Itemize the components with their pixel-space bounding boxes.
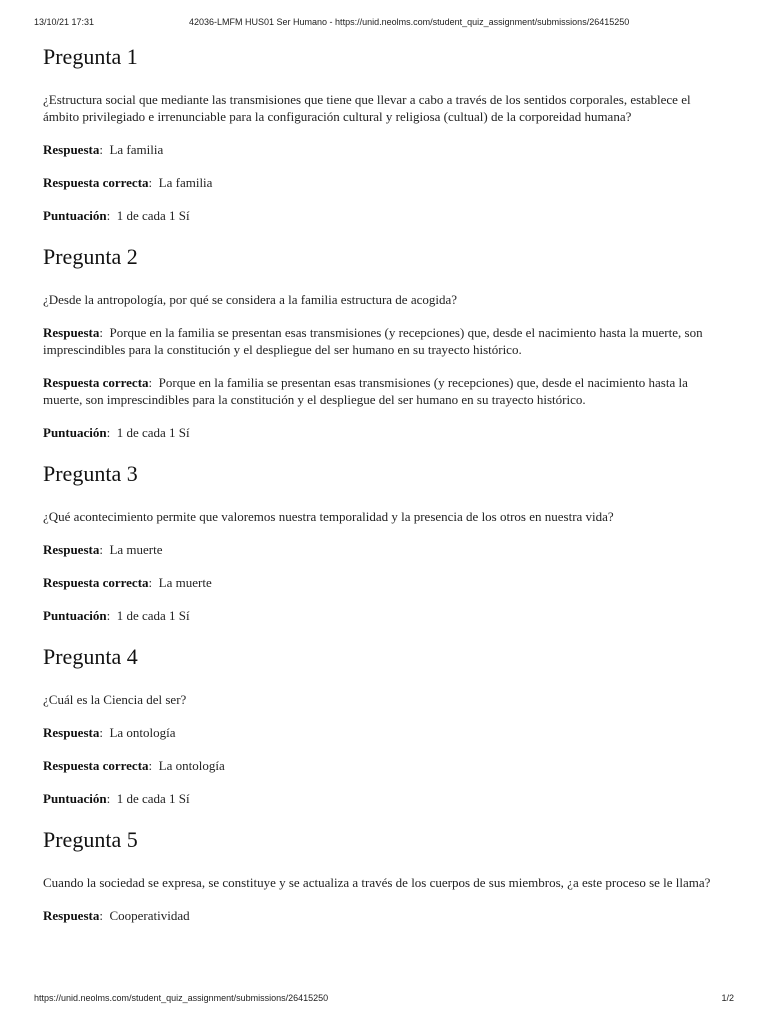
print-date: 13/10/21 17:31 — [34, 17, 95, 27]
correct-answer-value: La muerte — [158, 575, 212, 590]
answer-value: La muerte — [109, 542, 163, 557]
answer-row: Respuesta: Cooperatividad — [43, 908, 190, 923]
question-text: Cuando la sociedad se expresa, se constituye y se actualiza a través de los cuerpos de sus miembros, ¿a este proceso se le llama? — [43, 875, 711, 890]
question-title: Pregunta 1 — [43, 44, 138, 69]
print-header — [34, 17, 734, 31]
correct-answer-label: Respuesta correcta — [43, 375, 149, 390]
question-title: Pregunta 3 — [43, 461, 138, 486]
correct-answer-value: La ontología — [158, 758, 225, 773]
score-label: Puntuación — [43, 608, 107, 623]
answer-label: Respuesta — [43, 325, 100, 340]
score-value: 1 de cada 1 Sí — [116, 608, 190, 623]
score-row: Puntuación: 1 de cada 1 Sí — [43, 791, 190, 806]
correct-answer-value: La familia — [158, 175, 213, 190]
answer-value: Cooperatividad — [109, 908, 190, 923]
question-title: Pregunta 5 — [43, 827, 138, 852]
correct-answer-row: Respuesta correcta: Porque en la familia se presentan esas transmisiones (y recepciones) que, desde el nacimiento hasta la muerte, son imprescindibles para la constitución y el despliegue del ser humano en su trayecto histórico. — [43, 375, 688, 407]
score-value: 1 de cada 1 Sí — [116, 425, 190, 440]
answer-label: Respuesta — [43, 142, 100, 157]
question-3 — [43, 459, 728, 624]
score-row: Puntuación: 1 de cada 1 Sí — [43, 425, 190, 440]
score-row: Puntuación: 1 de cada 1 Sí — [43, 208, 190, 223]
correct-answer-label: Respuesta correcta — [43, 175, 149, 190]
score-value: 1 de cada 1 Sí — [116, 208, 190, 223]
score-row: Puntuación: 1 de cada 1 Sí — [43, 608, 190, 623]
print-url: https://unid.neolms.com/student_quiz_assignment/submissions/26415250 — [34, 993, 329, 1003]
question-5 — [43, 825, 728, 924]
answer-row: Respuesta: La familia — [43, 142, 164, 157]
question-title: Pregunta 4 — [43, 644, 138, 669]
answer-label: Respuesta — [43, 542, 100, 557]
question-4 — [43, 642, 728, 807]
answer-label: Respuesta — [43, 725, 100, 740]
question-text: ¿Estructura social que mediante las transmisiones que tiene que llevar a cabo a través de los sentidos corporales, establece el ámbito privilegiado e irrenunciable para la configuración cultural y religiosa (cultual) de la corporeidad humana? — [43, 92, 691, 124]
answer-value: Porque en la familia se presentan esas transmisiones (y recepciones) que, desde el nacimiento hasta la muerte, son imprescindibles para la constitución y el despliegue del ser humano en su trayecto histórico. — [43, 325, 703, 357]
print-footer — [34, 993, 734, 1007]
score-value: 1 de cada 1 Sí — [116, 791, 190, 806]
answer-row: Respuesta: Porque en la familia se presentan esas transmisiones (y recepciones) que, desde el nacimiento hasta la muerte, son imprescindibles para la constitución y el despliegue del ser humano en su trayecto histórico. — [43, 325, 703, 357]
score-label: Puntuación — [43, 208, 107, 223]
correct-answer-row: Respuesta correcta: La muerte — [43, 575, 212, 590]
answer-row: Respuesta: La muerte — [43, 542, 163, 557]
quiz-content — [43, 42, 728, 940]
correct-answer-row: Respuesta correcta: La ontología — [43, 758, 225, 773]
question-title: Pregunta 2 — [43, 244, 138, 269]
correct-answer-label: Respuesta correcta — [43, 575, 149, 590]
print-title: 42036-LMFM HUS01 Ser Humano - https://unid.neolms.com/student_quiz_assignment/submissions/26415250 — [189, 17, 630, 27]
question-2 — [43, 242, 728, 441]
answer-row: Respuesta: La ontología — [43, 725, 176, 740]
answer-label: Respuesta — [43, 908, 100, 923]
answer-value: La ontología — [109, 725, 176, 740]
correct-answer-label: Respuesta correcta — [43, 758, 149, 773]
score-label: Puntuación — [43, 425, 107, 440]
answer-value: La familia — [109, 142, 164, 157]
score-label: Puntuación — [43, 791, 107, 806]
question-text: ¿Desde la antropología, por qué se considera a la familia estructura de acogida? — [43, 292, 458, 307]
question-text: ¿Qué acontecimiento permite que valoremos nuestra temporalidad y la presencia de los otros en nuestra vida? — [43, 509, 614, 524]
correct-answer-row: Respuesta correcta: La familia — [43, 175, 213, 190]
question-text: ¿Cuál es la Ciencia del ser? — [43, 692, 187, 707]
correct-answer-value: Porque en la familia se presentan esas transmisiones (y recepciones) que, desde el nacimiento hasta la muerte, son imprescindibles para la constitución y el despliegue del ser humano en su trayecto histórico. — [43, 375, 688, 407]
question-1 — [43, 42, 728, 224]
page-number: 1/2 — [721, 993, 734, 1003]
